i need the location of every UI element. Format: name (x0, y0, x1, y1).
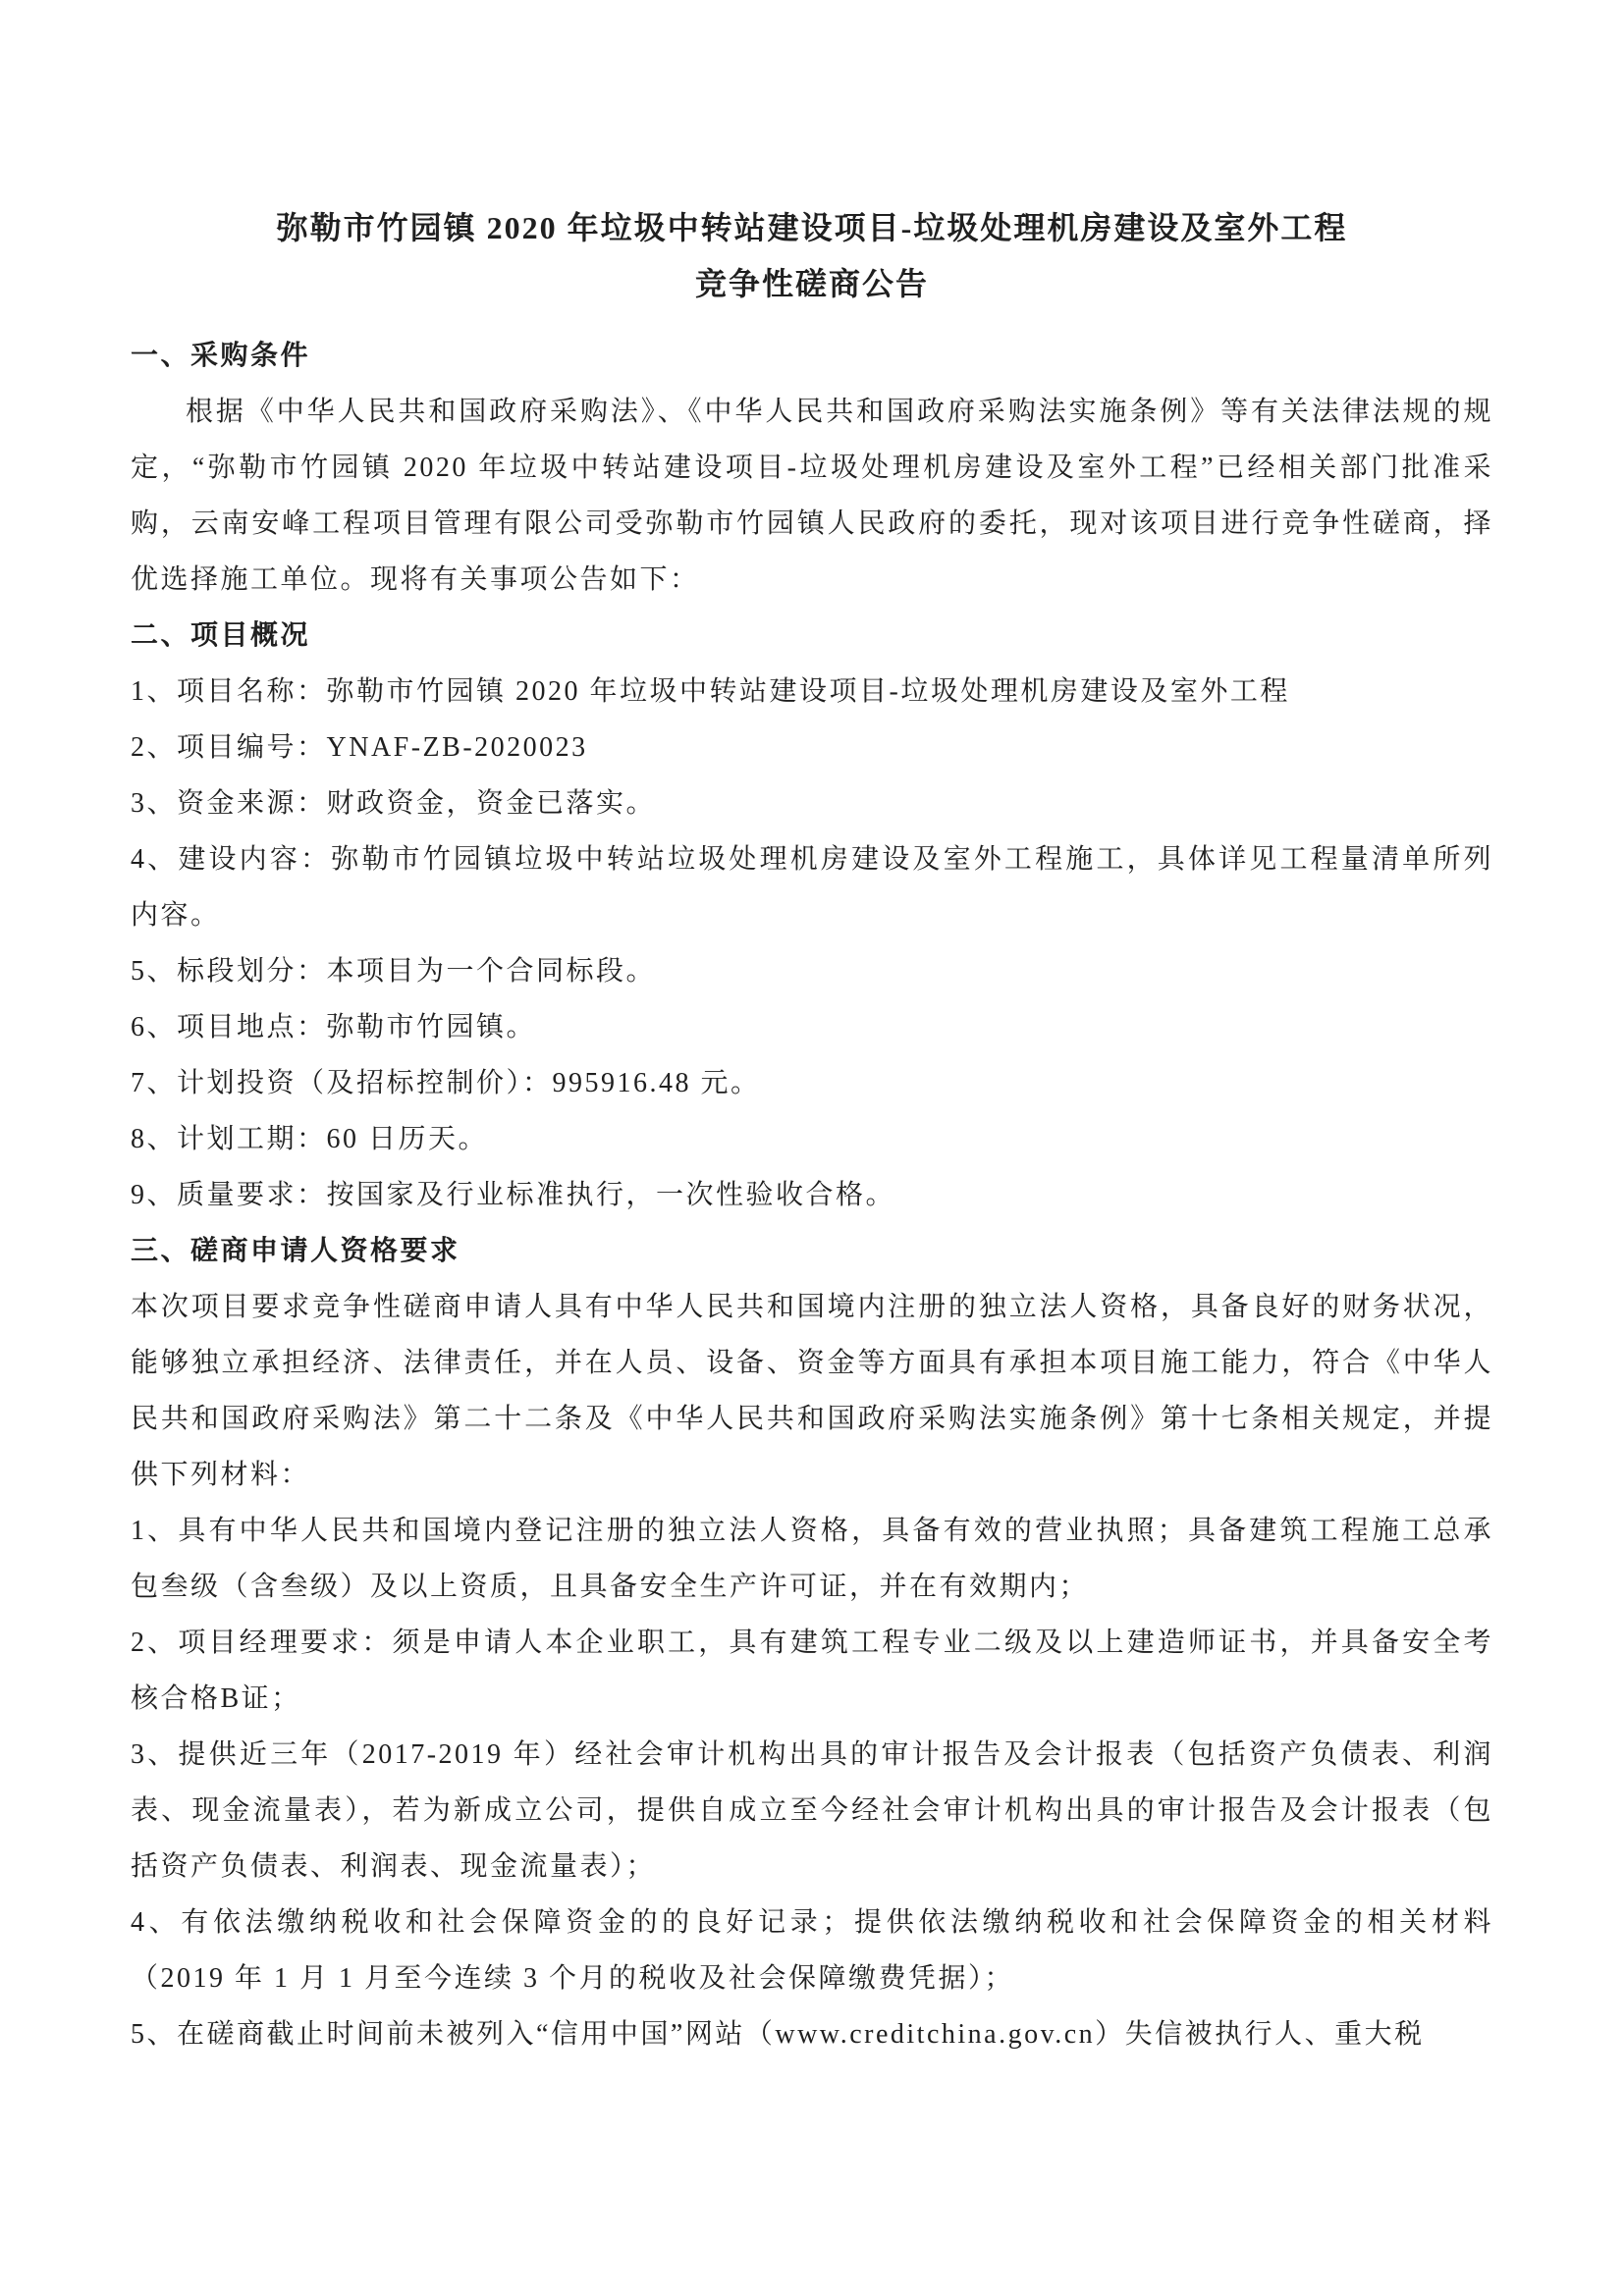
document-title-line1: 弥勒市竹园镇 2020 年垃圾中转站建设项目-垃圾处理机房建设及室外工程 (276, 210, 1348, 245)
item-qualification-legal-entity: 1、具有中华人民共和国境内登记注册的独立法人资格，具备有效的营业执照；具备建筑工程施工总承包叁级（含叁级）及以上资质，且具备安全生产许可证，并在有效期内； (131, 1516, 1493, 1602)
item-planned-investment: 7、计划投资（及招标控制价）：995916.48 元。 (131, 1068, 761, 1098)
item-qualification-project-manager: 2、项目经理要求：须是申请人本企业职工，具有建筑工程专业二级及以上建造师证书，并具备安全考核合格B证； (131, 1628, 1493, 1714)
paragraph-qualification-intro: 本次项目要求竞争性磋商申请人具有中华人民共和国境内注册的独立法人资格，具备良好的财务状况，能够独立承担经济、法律责任，并在人员、设备、资金等方面具有承担本项目施工能力，符合《中华人民共和国政府采购法》第二十二条及《中华人民共和国政府采购法实施条例》第十七条相关规定，并提供下列材料： (131, 1292, 1493, 1490)
paragraph-procurement-conditions: 根据《中华人民共和国政府采购法》、《中华人民共和国政府采购法实施条例》等有关法律法规的规定，“弥勒市竹园镇 2020 年垃圾中转站建设项目-垃圾处理机房建设及室外工程”已经相关部门批准采购，云南安峰工程项目管理有限公司受弥勒市竹园镇人民政府的委托，现对该项目进行竞争性磋商，择优选择施工单位。现将有关事项公告如下： (131, 397, 1493, 595)
item-project-location: 6、项目地点：弥勒市竹园镇。 (131, 1012, 537, 1042)
item-bid-section-division: 5、标段划分：本项目为一个合同标段。 (131, 956, 657, 987)
item-funding-source: 3、资金来源：财政资金，资金已落实。 (131, 788, 657, 819)
item-planned-duration: 8、计划工期：60 日历天。 (131, 1124, 489, 1154)
item-qualification-audit-reports: 3、提供近三年（2017-2019 年）经社会审计机构出具的审计报告及会计报表（包括资产负债表、利润表、现金流量表），若为新成立公司，提供自成立至今经社会审计机构出具的审计报告及会计报表（包括资产负债表、利润表、现金流量表）； (131, 1739, 1493, 1882)
item-quality-requirement: 9、质量要求：按国家及行业标准执行，一次性验收合格。 (131, 1180, 896, 1210)
section-heading-procurement-conditions: 一、采购条件 (131, 341, 311, 371)
section-heading-project-overview: 二、项目概况 (131, 620, 311, 651)
section-heading-applicant-qualifications: 三、磋商申请人资格要求 (131, 1236, 460, 1266)
item-project-number: 2、项目编号：YNAF-ZB-2020023 (131, 732, 588, 763)
item-qualification-credit-china: 5、在磋商截止时间前未被列入“信用中国”网站（www.creditchina.gov.cn）失信被执行人、重大税 (131, 2019, 1425, 2050)
item-qualification-tax-social-security: 4、有依法缴纳税收和社会保障资金的的良好记录；提供依法缴纳税收和社会保障资金的相关材料（2019 年 1 月 1 月至今连续 3 个月的税收及社会保障缴费凭据）； (131, 1907, 1493, 1994)
document-title-line2: 竞争性磋商公告 (694, 266, 929, 301)
item-project-name: 1、项目名称：弥勒市竹园镇 2020 年垃圾中转站建设项目-垃圾处理机房建设及室外工程 (131, 676, 1290, 707)
item-construction-content: 4、建设内容：弥勒市竹园镇垃圾中转站垃圾处理机房建设及室外工程施工，具体详见工程量清单所列内容。 (131, 844, 1493, 931)
document-title (131, 200, 1493, 312)
